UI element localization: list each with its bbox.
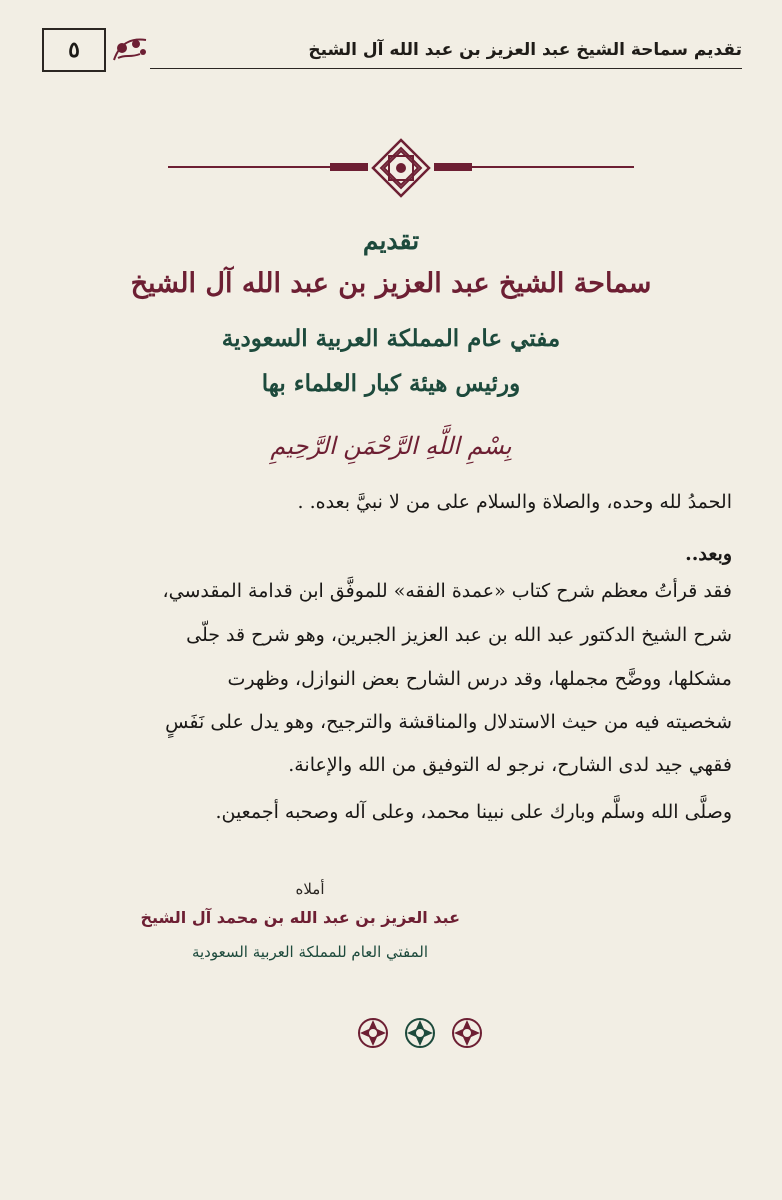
rosette-icon — [406, 1019, 434, 1047]
ornament-line-right — [466, 166, 634, 168]
section-heading: تقديم — [362, 226, 420, 255]
author-name-heading: سماحة الشيخ عبد العزيز بن عبد الله آل الشيخ — [130, 268, 652, 299]
basmala: بِسْمِ اللَّهِ الرَّحْمَنِ الرَّحِيمِ — [270, 432, 512, 460]
page-number: ٥ — [42, 28, 106, 72]
floral-ornament-icon — [110, 32, 150, 66]
ornament-bar-right — [434, 163, 472, 171]
rosette-icon — [359, 1019, 387, 1047]
role-line-1: مفتي عام المملكة العربية السعودية — [221, 325, 561, 352]
rosette-icon — [453, 1019, 481, 1047]
body-line-6: شخصيته فيه من حيث الاستدلال والمناقشة والترجيح، وهو يدل على نَفَسٍ — [165, 711, 732, 733]
ornament-bar-left — [330, 163, 368, 171]
closing-rosettes-icon — [355, 1015, 485, 1051]
signature-name: عبد العزيز بن عبد الله بن محمد آل الشيخ — [140, 908, 460, 927]
running-title: تقديم سماحة الشيخ عبد العزيز بن عبد الله آل الشيخ — [308, 40, 742, 60]
body-line-7: فقهي جيد لدى الشارح، نرجو له التوفيق من الله والإعانة. — [288, 754, 732, 776]
signature-title: المفتي العام للمملكة العربية السعودية — [191, 943, 429, 961]
body-line-3: فقد قرأتُ معظم شرح كتاب «عمدة الفقه» للموفَّق ابن قدامة المقدسي، — [162, 580, 732, 602]
body-line-5: مشكلها، ووضَّح مجملها، وقد درس الشارح بعض النوازل، وظهرت — [227, 668, 732, 690]
running-header — [42, 28, 742, 84]
body-line-1: الحمدُ لله وحده، والصلاة والسلام على من لا نبيَّ بعده. . — [297, 491, 732, 513]
body-line-4: شرح الشيخ الدكتور عبد الله بن عبد العزيز الجبرين، وهو شرح قد جلّى — [186, 624, 732, 646]
ornament-line-left — [168, 166, 338, 168]
body-line-2: وبعد.. — [685, 543, 732, 565]
body-line-8: وصلَّى الله وسلَّم وبارك على نبينا محمد، وعلى آله وصحبه أجمعين. — [215, 801, 732, 823]
geometric-ornament-icon — [371, 138, 431, 198]
role-line-2: ورئيس هيئة كبار العلماء بها — [261, 370, 521, 397]
header-rule — [150, 68, 742, 69]
signature-dictated: أملاه — [295, 880, 325, 898]
